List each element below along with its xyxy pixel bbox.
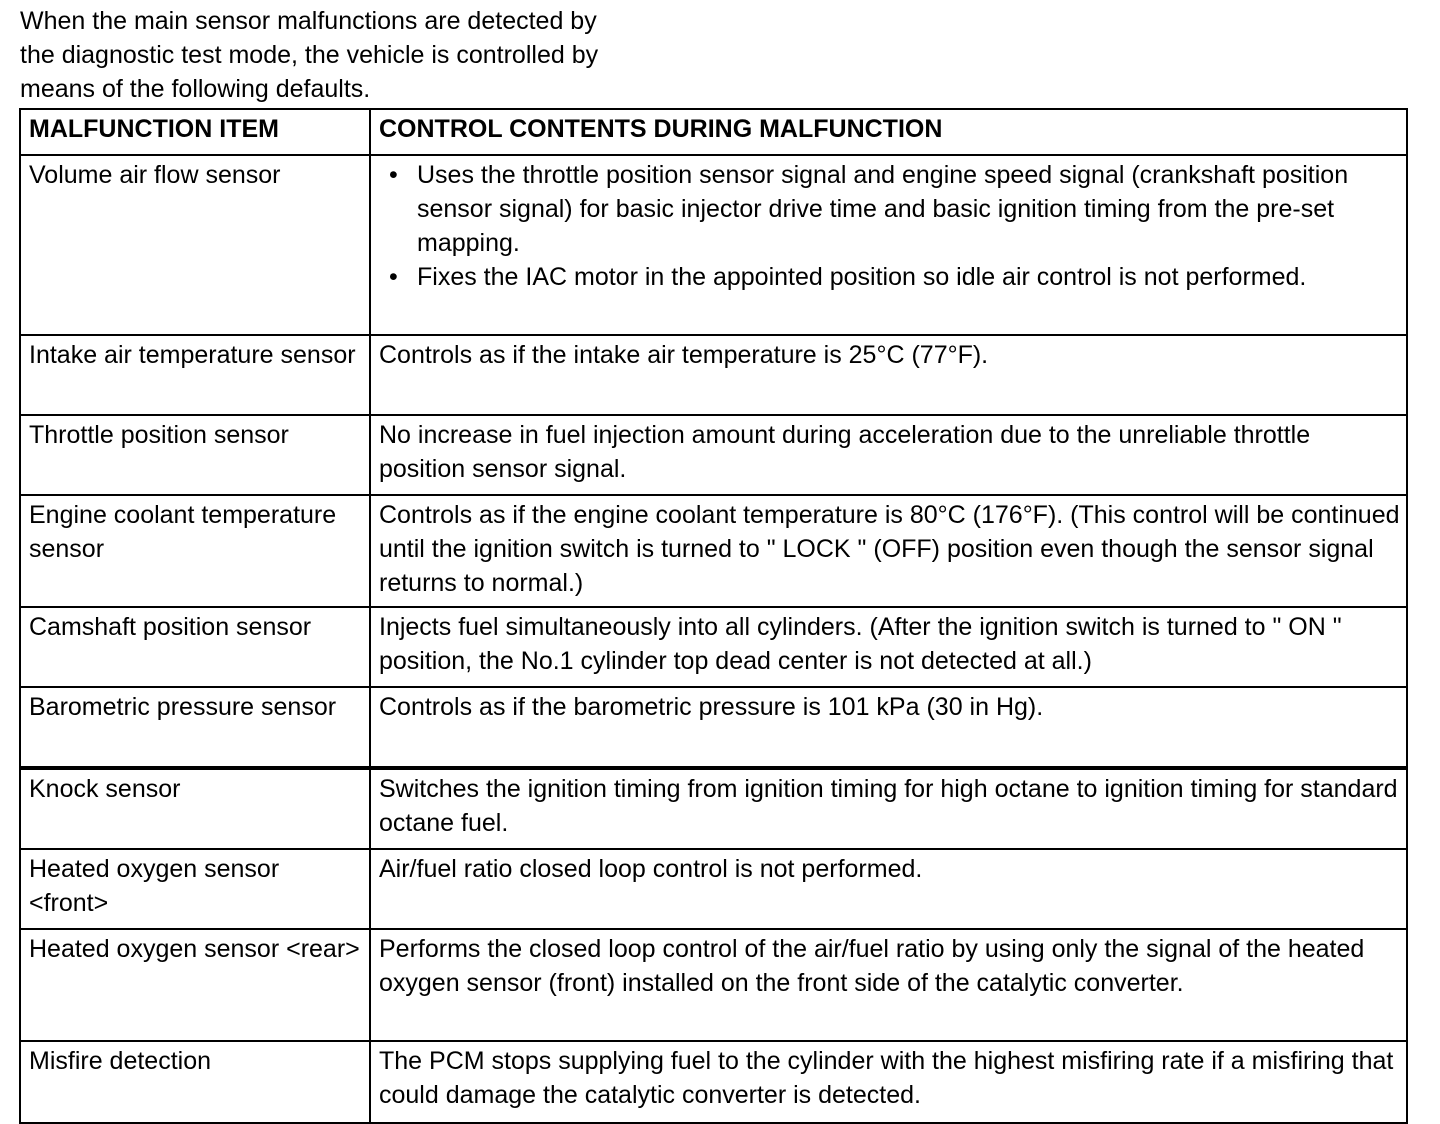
malfunction-item-cell: Engine coolant temperature sensor [20, 495, 370, 607]
malfunction-item-cell: Heated oxygen sensor <rear> [20, 929, 370, 1041]
control-bullet-list [379, 158, 1400, 294]
malfunction-item-cell: Heated oxygen sensor <front> [20, 849, 370, 929]
control-contents-cell: Controls as if the barometric pressure is 101 kPa (30 in Hg). [370, 687, 1407, 768]
malfunction-item-cell: Intake air temperature sensor [20, 335, 370, 415]
intro-line: the diagnostic test mode, the vehicle is controlled by [20, 41, 599, 69]
intro-line: means of the following defaults. [20, 75, 371, 103]
table-row [20, 687, 1407, 768]
control-contents-cell: No increase in fuel injection amount during acceleration due to the unreliable throttle position sensor signal. [370, 415, 1407, 495]
intro-paragraph [20, 4, 720, 106]
malfunction-item-cell: Misfire detection [20, 1041, 370, 1123]
control-bullet-item: • Fixes the IAC motor in the appointed position so idle air control is not performed. [379, 260, 1400, 294]
control-contents-cell: Switches the ignition timing from ignition timing for high octane to ignition timing for standard octane fuel. [370, 768, 1407, 849]
table-row [20, 768, 1407, 849]
control-bullet-item: • Uses the throttle position sensor signal and engine speed signal (crankshaft position sensor signal) for basic injector drive time and basic ignition timing from the pre-set mapping. [379, 158, 1400, 260]
table-header-row [20, 109, 1407, 155]
control-contents-cell: Air/fuel ratio closed loop control is not performed. [370, 849, 1407, 929]
table-row [20, 1041, 1407, 1123]
table-row [20, 929, 1407, 1041]
table-row [20, 335, 1407, 415]
control-contents-cell: The PCM stops supplying fuel to the cylinder with the highest misfiring rate if a misfiring that could damage the catalytic converter is detected. [370, 1041, 1407, 1123]
header-malfunction-item: MALFUNCTION ITEM [20, 109, 370, 155]
control-contents-cell: Controls as if the engine coolant temperature is 80°C (176°F). (This control will be continued until the ignition switch is turned to " LOCK " (OFF) position even though the sensor signal returns to normal.) [370, 495, 1407, 607]
table-row [20, 607, 1407, 687]
malfunction-item-cell: Knock sensor [20, 768, 370, 849]
control-contents-cell [370, 155, 1407, 335]
malfunction-item-cell: Barometric pressure sensor [20, 687, 370, 768]
table-row [20, 415, 1407, 495]
malfunction-item-cell: Volume air flow sensor [20, 155, 370, 335]
table-row [20, 849, 1407, 929]
control-contents-cell: Controls as if the intake air temperature is 25°C (77°F). [370, 335, 1407, 415]
table-row [20, 495, 1407, 607]
control-contents-cell: Injects fuel simultaneously into all cylinders. (After the ignition switch is turned to " ON " position, the No.1 cylinder top dead center is not detected at all.) [370, 607, 1407, 687]
intro-line: When the main sensor malfunctions are detected by [20, 7, 597, 35]
malfunction-table-container [19, 108, 1406, 1124]
malfunction-table [19, 108, 1408, 1124]
malfunction-item-cell: Camshaft position sensor [20, 607, 370, 687]
control-contents-cell: Performs the closed loop control of the air/fuel ratio by using only the signal of the heated oxygen sensor (front) installed on the front side of the catalytic converter. [370, 929, 1407, 1041]
header-control-contents: CONTROL CONTENTS DURING MALFUNCTION [370, 109, 1407, 155]
table-row [20, 155, 1407, 335]
malfunction-item-cell: Throttle position sensor [20, 415, 370, 495]
